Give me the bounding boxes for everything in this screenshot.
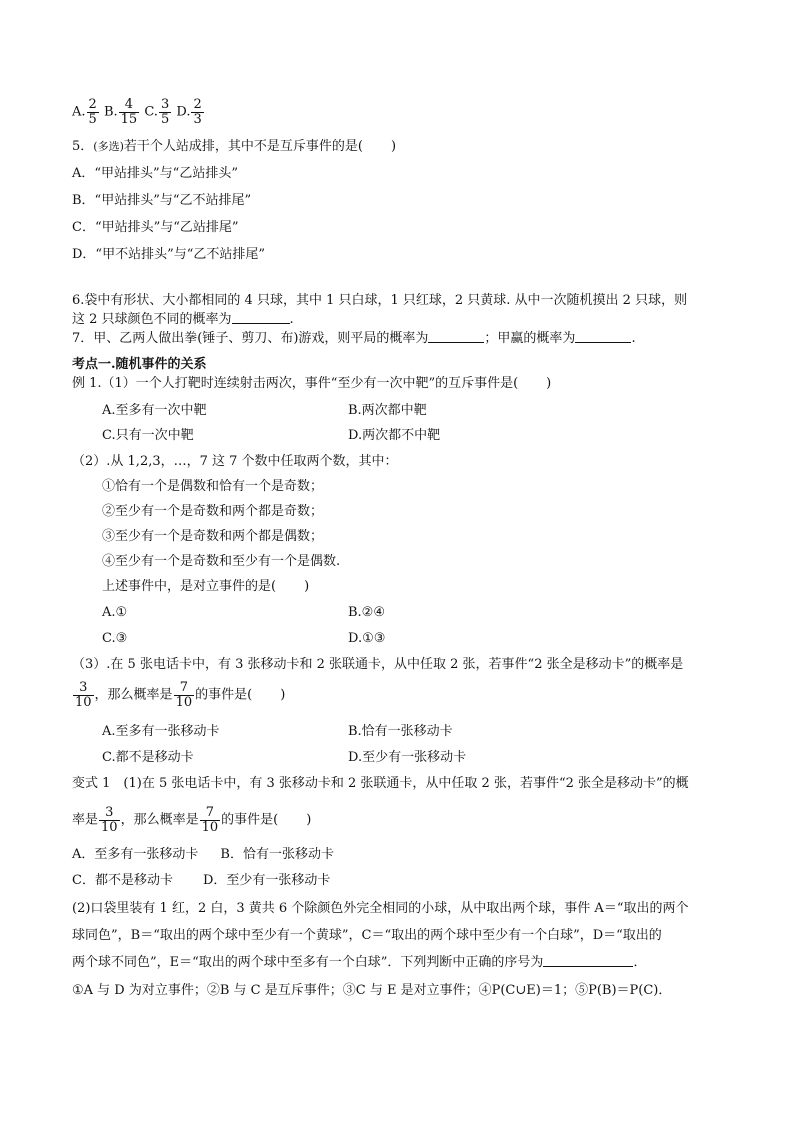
- var1-line1: 变式 1 (1)在 5 张电话卡中，有 3 张移动卡和 2 张联通卡，从中任取 2 张，若事件“2 张全是移动卡”的概: [72, 776, 689, 791]
- ex1-3-option-b: B.恰有一张移动卡: [348, 724, 453, 739]
- ex1-3-option-d: D.至少有一张移动卡: [348, 750, 467, 765]
- ex1-3-frac-3-10: $\frac{3}{10}$: [75, 680, 92, 710]
- ex1-2-option-d: D.①③: [348, 631, 386, 646]
- ex1-3-line2: $\frac{3}{10}$ ，那么概率是 $\frac{7}{10}$ 的事件是( ): [75, 680, 286, 710]
- q4-options: A. $\frac{2}{5}$ B. $\frac{4}{15}$ C. $\frac{3}{5}$ D. $\frac{2}{3}$: [72, 97, 202, 127]
- ex1-2-item-2: ②至少有一个是奇数和两个都是奇数；: [102, 504, 324, 519]
- ex1-2-option-c: C.③: [102, 631, 128, 646]
- var1-2-line2: 球同色”，B＝“取出的两个球中至少有一个黄球”，C＝“取出的两个球中至少有一个白球”，D＝“取出的: [72, 928, 662, 943]
- var1-2-line4: ①A 与 D 为对立事件；②B 与 C 是互斥事件；③C 与 E 是对立事件；④P(C∪E)＝1；⑤P(B)＝P(C)．: [72, 983, 672, 998]
- var1-line2: 率是 $\frac{3}{10}$ ，那么概率是 $\frac{7}{10}$ 的事件是( ): [72, 805, 312, 835]
- ex1-2-item-4: ④至少有一个是奇数和至少有一个是偶数.: [102, 554, 341, 569]
- q4-frac-d: $\frac{2}{3}$: [193, 97, 202, 127]
- q4-frac-b: $\frac{4}{15}$: [120, 97, 138, 127]
- ex1-2-option-b: B.②④: [348, 605, 385, 620]
- ex1-2-option-a: A.①: [102, 605, 128, 620]
- ex1-2-stem: （2）.从 1,2,3，…，7 这 7 个数中任取两个数，其中：: [72, 454, 398, 469]
- q5-option-c: C．“甲站排头”与“乙站排尾”: [72, 220, 239, 235]
- q6-line1: 6.袋中有形状、大小都相同的 4 只球，其中 1 只白球，1 只红球，2 只黄球. 从中一次随机摸出 2 只球，则: [72, 293, 688, 308]
- ex1-1-option-c: C.只有一次中靶: [102, 428, 194, 443]
- q6-answer-blank[interactable]: [232, 311, 290, 324]
- ex1-3-option-c: C.都不是移动卡: [102, 750, 194, 765]
- q5-stem: 5．(多选)若干个人站成排，其中不是互斥事件的是( ): [72, 139, 397, 154]
- var1-2-line1: (2)口袋里装有 1 红，2 白，3 黄共 6 个除颜色外完全相同的小球，从中取出两个球，事件 A＝“取出的两个: [72, 901, 689, 916]
- ex1-2-item-3: ③至少有一个是奇数和两个都是偶数；: [102, 529, 324, 544]
- ex1-1-option-b: B.两次都中靶: [348, 403, 427, 418]
- var1-frac-3-10: $\frac{3}{10}$: [101, 805, 118, 835]
- q5-option-b: B．“甲站排头”与“乙不站排尾”: [72, 193, 252, 208]
- ex1-1-stem: 例 1.（1）一个人打靶时连续射击两次，事件“至少有一次中靶”的互斥事件是( ): [72, 376, 552, 391]
- q7-draw-blank[interactable]: [428, 330, 484, 343]
- var1-2-answer-blank[interactable]: [543, 954, 633, 967]
- ex1-3-frac-7-10: $\frac{7}{10}$: [175, 680, 193, 710]
- ex1-2-item-1: ①恰有一个是偶数和恰有一个是奇数；: [102, 479, 324, 494]
- var1-2-line3: 两个球不同色”，E＝“取出的两个球中至多有一个白球”．下列判断中正确的序号为 ．: [72, 955, 647, 970]
- var1-frac-7-10: $\frac{7}{10}$: [201, 805, 219, 835]
- ex1-2-question: 上述事件中，是对立事件的是( ): [102, 579, 310, 594]
- var1-options-row2: C．都不是移动卡 D．至少有一张移动卡: [72, 873, 331, 888]
- q5-option-a: A．“甲站排头”与“乙站排头”: [72, 166, 238, 181]
- ex1-3-option-a: A.至多有一张移动卡: [102, 724, 220, 739]
- var1-options-row1: A．至多有一张移动卡 B．恰有一张移动卡: [72, 847, 334, 862]
- ex1-1-option-d: D.两次都不中靶: [348, 428, 441, 443]
- ex1-3-line1: （3）.在 5 张电话卡中，有 3 张移动卡和 2 张联通卡，从中任取 2 张，若事件“2 张全是移动卡”的概率是: [72, 657, 684, 672]
- q5-option-d: D．“甲不站排头”与“乙不站排尾”: [72, 247, 266, 262]
- q7-line: 7．甲、乙两人做出拳(锤子、剪刀、布)游戏，则平局的概率为 ；甲赢的概率为 .: [72, 331, 636, 346]
- q4-frac-a: $\frac{2}{5}$: [88, 97, 97, 127]
- q4-frac-c: $\frac{3}{5}$: [160, 97, 170, 127]
- section-title: 考点一.随机事件的关系: [72, 357, 207, 372]
- q6-line2: 这 2 只球颜色不同的概率为 .: [72, 312, 294, 327]
- ex1-1-option-a: A.至多有一次中靶: [102, 403, 207, 418]
- q7-win-blank[interactable]: [575, 330, 631, 343]
